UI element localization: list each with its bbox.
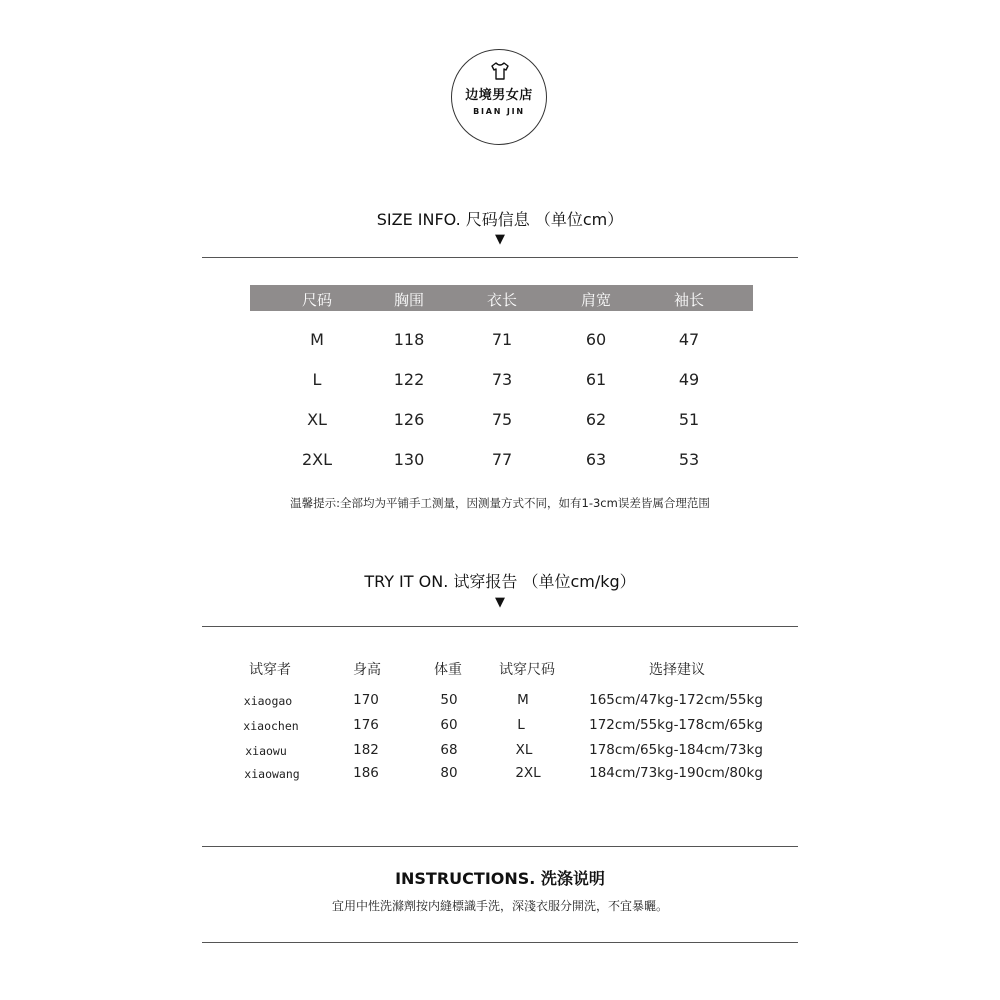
divider bbox=[202, 846, 798, 847]
size-header-cell: 尺码 bbox=[301, 291, 333, 309]
size-header-cell: 衣长 bbox=[486, 291, 518, 309]
size-table-header bbox=[250, 285, 753, 311]
table-cell: L bbox=[312, 370, 322, 389]
table-cell: 77 bbox=[491, 450, 513, 469]
table-cell: xiaochen bbox=[243, 719, 299, 733]
try-on-table-header bbox=[0, 659, 1000, 679]
table-cell: 165cm/47kg-172cm/55kg bbox=[589, 692, 763, 708]
measurement-note: 温馨提示:全部均为平铺手工测量，因测量方式不同，如有1-3cm误差皆属合理范围 bbox=[290, 496, 710, 510]
table-cell: 62 bbox=[585, 410, 607, 429]
table-cell: L bbox=[517, 717, 525, 733]
table-row bbox=[0, 765, 1000, 783]
table-row bbox=[250, 330, 753, 352]
try-header-cell: 体重 bbox=[434, 662, 462, 678]
table-cell: xiaogao bbox=[243, 694, 293, 708]
logo-name-cn: 边境男女店 bbox=[465, 88, 533, 103]
try-header-cell: 试穿者 bbox=[249, 662, 291, 678]
try-header-cell: 选择建议 bbox=[649, 662, 705, 678]
table-row bbox=[250, 450, 753, 472]
table-cell: 60 bbox=[440, 717, 458, 733]
table-cell: 47 bbox=[678, 330, 700, 349]
table-row bbox=[0, 692, 1000, 710]
table-cell: 61 bbox=[585, 370, 607, 389]
logo-name-en: BIAN JIN bbox=[473, 107, 525, 116]
divider bbox=[202, 257, 798, 258]
table-cell: 75 bbox=[491, 410, 513, 429]
size-header-cell: 肩宽 bbox=[580, 291, 612, 309]
table-cell: M bbox=[517, 692, 529, 708]
size-info-heading: SIZE INFO. 尺码信息 （单位cm） bbox=[376, 210, 624, 229]
down-arrow-icon: ▼ bbox=[495, 595, 505, 610]
try-on-heading: TRY IT ON. 试穿报告 （单位cm/kg） bbox=[364, 572, 636, 591]
table-cell: 49 bbox=[678, 370, 700, 389]
table-cell: M bbox=[310, 330, 324, 349]
table-cell: xiaowang bbox=[244, 767, 300, 781]
table-cell: 130 bbox=[393, 450, 425, 469]
table-cell: 184cm/73kg-190cm/80kg bbox=[589, 765, 763, 781]
table-cell: 2XL bbox=[301, 450, 333, 469]
down-arrow-icon: ▼ bbox=[495, 232, 505, 247]
table-cell: 176 bbox=[353, 717, 379, 733]
tshirt-icon bbox=[490, 62, 510, 80]
size-header-cell: 袖长 bbox=[673, 291, 705, 309]
table-cell: 60 bbox=[585, 330, 607, 349]
table-row bbox=[0, 717, 1000, 735]
table-cell: 2XL bbox=[515, 765, 541, 781]
size-header-cell: 胸围 bbox=[393, 291, 425, 309]
table-cell: 172cm/55kg-178cm/65kg bbox=[589, 717, 763, 733]
table-cell: 178cm/65kg-184cm/73kg bbox=[589, 742, 763, 758]
divider bbox=[202, 942, 798, 943]
try-header-cell: 身高 bbox=[353, 662, 381, 678]
try-header-cell: 试穿尺码 bbox=[499, 662, 555, 678]
instructions-heading: INSTRUCTIONS. 洗涤说明 bbox=[395, 869, 605, 888]
table-cell: 186 bbox=[353, 765, 379, 781]
table-cell: 71 bbox=[491, 330, 513, 349]
table-cell: 182 bbox=[353, 742, 379, 758]
table-cell: 80 bbox=[440, 765, 458, 781]
table-cell: XL bbox=[515, 742, 533, 758]
brand-logo bbox=[451, 49, 547, 145]
table-row bbox=[250, 410, 753, 432]
table-row bbox=[0, 742, 1000, 760]
instructions-text: 宜用中性洗滌劑按内縫標識手洗，深淺衣服分開洗，不宜暴曬。 bbox=[331, 899, 668, 913]
table-cell: 73 bbox=[491, 370, 513, 389]
table-cell: 51 bbox=[678, 410, 700, 429]
table-cell: XL bbox=[307, 410, 327, 429]
table-cell: xiaowu bbox=[245, 744, 287, 758]
table-cell: 126 bbox=[393, 410, 425, 429]
table-cell: 68 bbox=[440, 742, 458, 758]
table-row bbox=[250, 370, 753, 392]
table-cell: 50 bbox=[440, 692, 458, 708]
divider bbox=[202, 626, 798, 627]
table-cell: 118 bbox=[393, 330, 425, 349]
table-cell: 63 bbox=[585, 450, 607, 469]
table-cell: 53 bbox=[678, 450, 700, 469]
table-cell: 122 bbox=[393, 370, 425, 389]
table-cell: 170 bbox=[353, 692, 379, 708]
